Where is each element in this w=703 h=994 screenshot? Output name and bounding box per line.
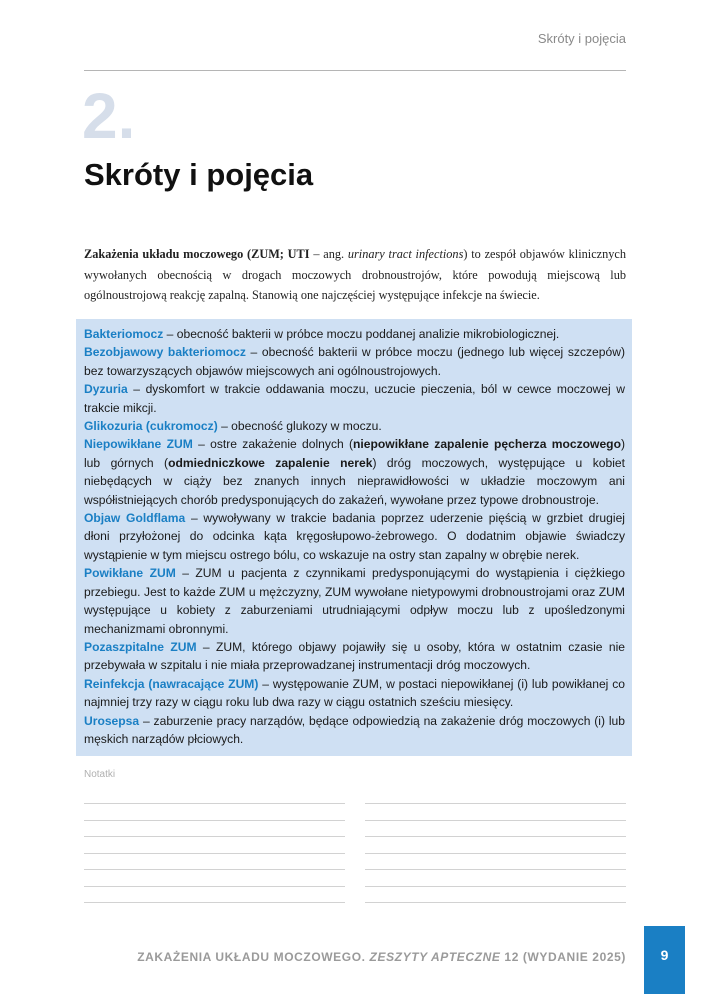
definition-item bbox=[84, 509, 625, 564]
footer-suffix: 12 (WYDANIE 2025) bbox=[500, 950, 626, 964]
definition-term: Reinfekcja (nawracające ZUM) bbox=[84, 676, 259, 691]
note-line bbox=[365, 869, 626, 870]
definition-term: Urosepsa bbox=[84, 713, 140, 728]
chapter-title: Skróty i pojęcia bbox=[84, 157, 314, 192]
note-line bbox=[84, 803, 345, 804]
definition-text: ) dróg moczowych, występujące u kobiet niebędących w ciąży bez znanych innych nieprawidłowości w układzie moczowym ani współistniejących chorób predysponujących do zakażeń, wywołane przez typowe drobnoustroje. bbox=[84, 455, 625, 507]
notes-label: Notatki bbox=[84, 769, 116, 780]
definition-item bbox=[84, 712, 625, 749]
page-footer bbox=[137, 950, 626, 964]
definition-term: Glikozuria (cukromocz) bbox=[84, 419, 218, 434]
definition-item bbox=[84, 564, 625, 638]
definition-text: – dyskomfort w trakcie oddawania moczu, uczucie pieczenia, ból w cewce moczowej w trakcie mikcji. bbox=[84, 382, 625, 415]
definition-text: – ostre zakażenie dolnych ( bbox=[192, 437, 354, 452]
note-line bbox=[365, 902, 626, 903]
note-line bbox=[365, 886, 626, 887]
intro-abbr: (ZUM; UTI bbox=[247, 247, 310, 261]
definition-term: Niepowikłane ZUM bbox=[84, 437, 193, 452]
definition-term: Powikłane ZUM bbox=[84, 566, 176, 581]
definition-text: – wywoływany w trakcie badania poprzez uderzenie pięścią w grzbiet drugiej dłoni przyłożonej do odcinka kąta kręgosłupowo-żebrowego. O dodatnim objawie świadczy wystąpienie w tym miejscu ostrego bólu, co wskazuje na ostry stan zapalny w obrębie nerek. bbox=[84, 511, 625, 562]
definitions-list bbox=[84, 325, 625, 748]
intro-dash: – ang. bbox=[309, 247, 348, 261]
definition-text: – występowanie ZUM, w postaci niepowikłanej (i) lub powikłanej co najmniej trzy razy w ciągu roku lub dwa razy w ciągu ostatnich sześciu miesięcy. bbox=[84, 676, 625, 710]
definition-item bbox=[84, 343, 625, 380]
footer-series: ZESZYTY APTECZNE bbox=[369, 950, 501, 964]
definition-text: – obecność bakterii w próbce moczu (jednego lub więcej szczepów) bez towarzyszących objawów miejscowych ani ogólnoustrojowych. bbox=[84, 345, 625, 378]
running-header: Skróty i pojęcia bbox=[537, 31, 626, 46]
definition-text: – ZUM u pacjenta z czynnikami predysponującymi do wystąpienia i ciężkiego przebiegu. Jest to każde ZUM u mężczyzny, ZUM wywołane nietypowymi drobnoustrojami oraz ZUM występujące u kobiety z zaburzeniami utrudniającymi odpływ moczu lub z upośledzonymi mechanizmami obronnymi. bbox=[84, 566, 625, 636]
note-line bbox=[365, 853, 626, 854]
header-divider bbox=[84, 70, 626, 71]
definition-text: ) lub górnych ( bbox=[84, 437, 625, 470]
definition-text: – obecność bakterii w próbce moczu poddanej analizie mikrobiologicznej. bbox=[163, 327, 560, 341]
page-number-tab bbox=[644, 926, 685, 994]
definition-item bbox=[84, 325, 625, 343]
note-line bbox=[84, 836, 345, 837]
definition-item bbox=[84, 417, 625, 435]
definition-term: Dyzuria bbox=[84, 382, 128, 397]
intro-english: urinary tract infections bbox=[347, 247, 464, 261]
note-line bbox=[84, 869, 345, 870]
definition-term: Pozaszpitalne ZUM bbox=[84, 639, 197, 654]
definition-bold: odmiedniczkowe zapalenie nerek bbox=[168, 455, 373, 470]
note-line bbox=[84, 853, 345, 854]
definition-text: – obecność glukozy w moczu. bbox=[217, 419, 382, 434]
intro-paragraph bbox=[84, 244, 626, 306]
footer-prefix: ZAKAŻENIA UKŁADU MOCZOWEGO. bbox=[137, 950, 370, 964]
definition-item bbox=[84, 380, 625, 417]
definition-text: – ZUM, którego objawy pojawiły się u osoby, która w ostatnim czasie nie przebywała w szpitalu i nie miała przeprowadzanej instrumentacji dróg moczowych. bbox=[84, 639, 625, 673]
note-line bbox=[365, 803, 626, 804]
note-line bbox=[365, 820, 626, 821]
chapter-number: 2. bbox=[82, 80, 136, 152]
note-line bbox=[84, 820, 345, 821]
intro-rest: ) to zespół objawów klinicznych wywołanych obecnością w drogach moczowych drobnoustrojów, które powodują miejscową lub ogólnoustrojową reakcję zapalną. Stanowią one najczęściej występujące infekcje na świecie. bbox=[84, 247, 627, 302]
note-line bbox=[84, 886, 345, 887]
definition-item bbox=[84, 638, 625, 675]
definition-bold: niepowikłane zapalenie pęcherza moczowego bbox=[353, 437, 621, 452]
page-number: 9 bbox=[660, 947, 669, 963]
definition-term: Bakteriomocz bbox=[84, 327, 164, 341]
definition-term: Objaw Goldflama bbox=[84, 511, 186, 526]
definition-item bbox=[84, 435, 625, 509]
note-line bbox=[84, 902, 345, 903]
definition-item bbox=[84, 675, 625, 712]
note-line bbox=[365, 836, 626, 837]
definition-text: – zaburzenie pracy narządów, będące odpowiedzią na zakażenie dróg moczowych (i) lub męskich narządów płciowych. bbox=[84, 713, 625, 746]
intro-term: Zakażenia układu moczowego bbox=[84, 247, 244, 261]
definition-term: Bezobjawowy bakteriomocz bbox=[84, 345, 246, 360]
